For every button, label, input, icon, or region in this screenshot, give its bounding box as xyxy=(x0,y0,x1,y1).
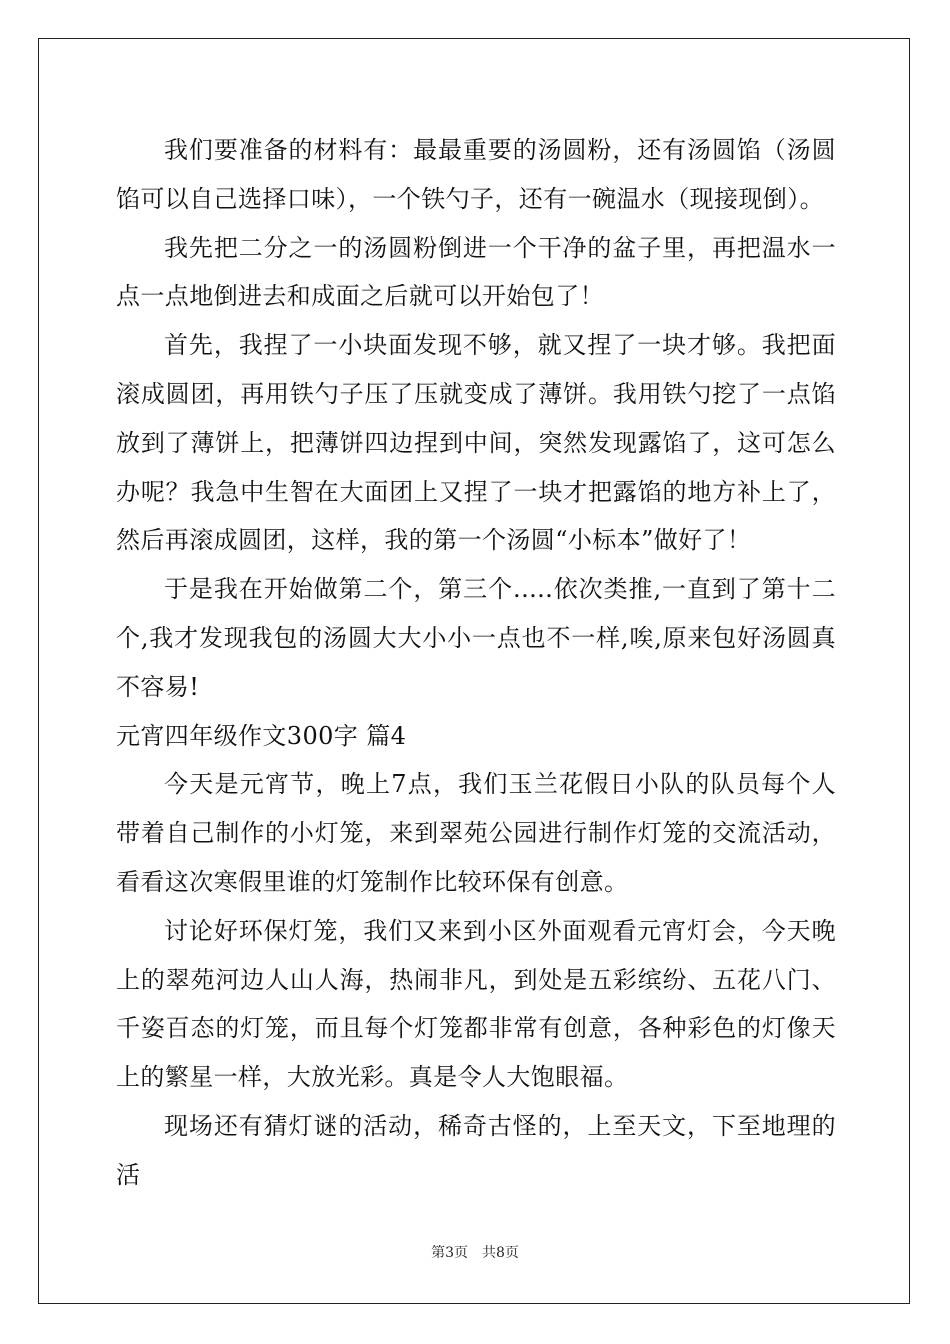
paragraph: 首先，我捏了一小块面发现不够，就又捏了一块才够。我把面滚成圆团，再用铁勺子压了压就变成了薄饼。我用铁勺挖了一点馅放到了薄饼上，把薄饼四边捏到中间，突然发现露馅了，这可怎么办呢？我急中生智在大面团上又捏了一块才把露馅的地方补上了，然后再滚成圆团，这样，我的第一个汤圆“小标本”做好了！ xyxy=(116,331,836,555)
document-body xyxy=(116,126,836,1200)
paragraph: 我先把二分之一的汤圆粉倒进一个干净的盆子里，再把温水一点一点地倒进去和成面之后就可以开始包了！ xyxy=(116,233,836,311)
paragraph: 现场还有猜灯谜的活动，稀奇古怪的，上至天文，下至地理的活 xyxy=(116,1111,836,1189)
paragraph: 今天是元宵节，晚上7点，我们玉兰花假日小队的队员每个人带着自己制作的小灯笼，来到翠苑公园进行制作灯笼的交流活动，看看这次寒假里谁的灯笼制作比较环保有创意。 xyxy=(116,770,836,896)
paragraph: 于是我在开始做第二个，第三个.....依次类推,一直到了第十二个,我才发现我包的汤圆大大小小一点也不一样,唉,原来包好汤圆真不容易! xyxy=(116,575,836,701)
page-number-footer: 第3页 共8页 xyxy=(431,1245,519,1261)
section-heading: 元宵四年级作文300字 篇4 xyxy=(116,721,407,750)
paragraph: 我们要准备的材料有：最最重要的汤圆粉，还有汤圆馅（汤圆馅可以自己选择口味），一个铁勺子，还有一碗温水（现接现倒）。 xyxy=(116,136,836,213)
paragraph: 讨论好环保灯笼，我们又来到小区外面观看元宵灯会，今天晚上的翠苑河边人山人海，热闹非凡，到处是五彩缤纷、五花八门、千姿百态的灯笼，而且每个灯笼都非常有创意，各种彩色的灯像天上的繁星一样，大放光彩。真是令人大饱眼福。 xyxy=(116,916,836,1092)
